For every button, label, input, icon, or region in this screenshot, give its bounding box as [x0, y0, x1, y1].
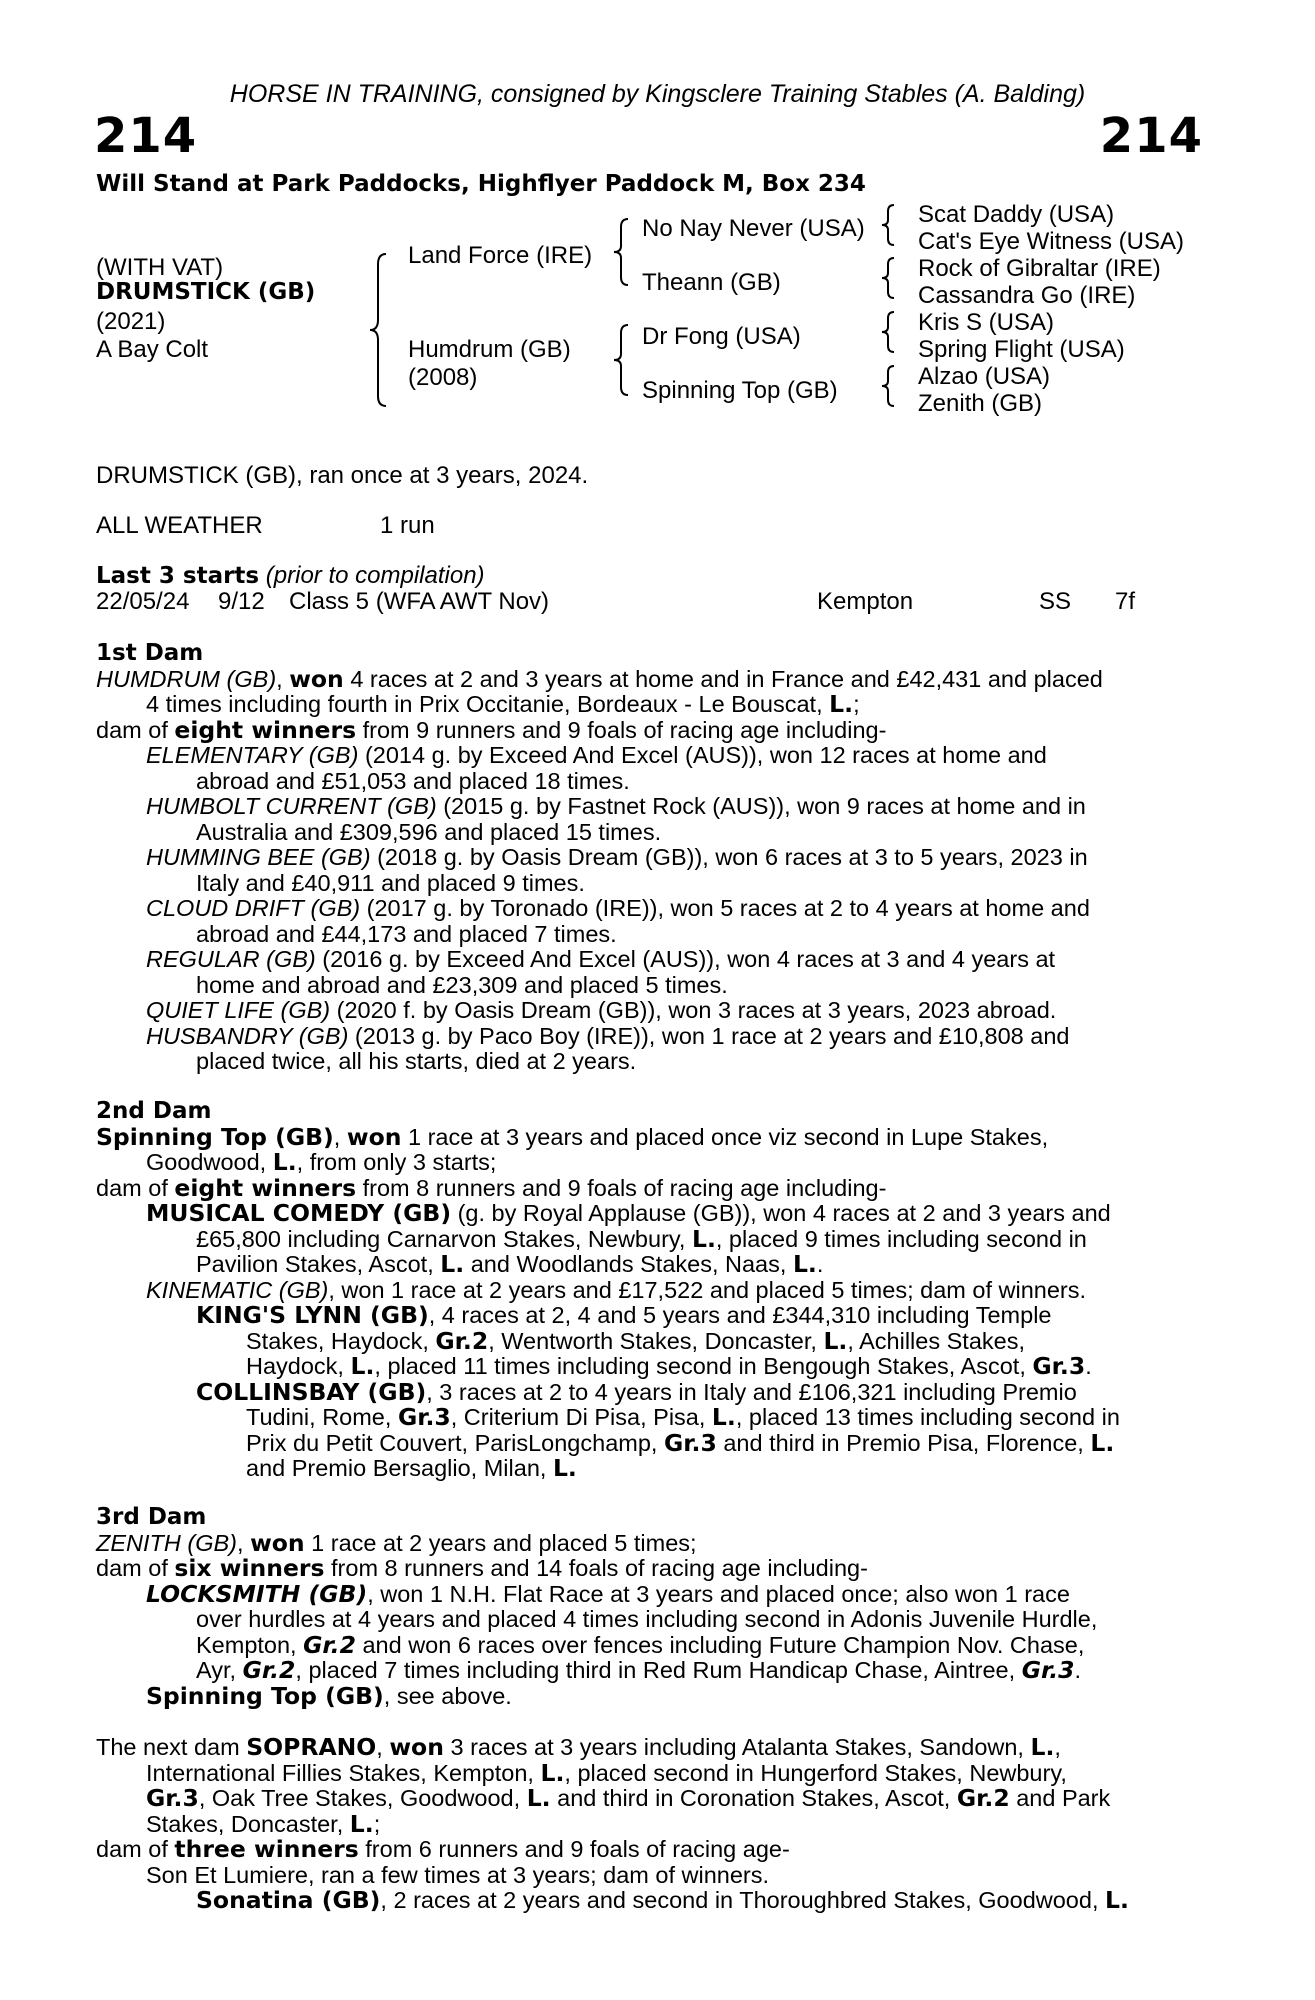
grandprogeny-entry: Sonatina (GB), 2 races at 2 years and second in Thoroughbred Stakes, Goodwood, L.: [196, 1886, 1129, 1914]
progeny-entry: HUMBOLT CURRENT (GB) (2015 g. by Fastnet Rock (AUS)), won 9 races at home and in: [146, 793, 1086, 819]
progeny-entry: Kempton, Gr.2 and won 6 races over fences including Future Champion Nov. Chase,: [196, 1630, 1085, 1659]
progeny-entry: Pavilion Stakes, Ascot, L. and Woodlands Stakes, Naas, L..: [196, 1250, 824, 1278]
vat-label: (WITH VAT): [96, 254, 224, 281]
progeny-entry: Son Et Lumiere, ran a few times at 3 years; dam of winners.: [146, 1861, 770, 1888]
pedigree-brace-g4: [880, 363, 898, 409]
dam-sire: Dr Fong (USA): [642, 323, 801, 350]
progeny-entry: abroad and £44,173 and placed 7 times.: [196, 920, 617, 947]
progeny-entry: MUSICAL COMEDY (GB) (g. by Royal Applause (GB)), won 4 races at 2 and 3 years and: [146, 1199, 1111, 1227]
ancestor-5: Kris S (USA): [918, 309, 1055, 336]
pedigree-brace-g3: [880, 309, 898, 355]
sire: Land Force (IRE): [408, 242, 593, 269]
first-dam-heading: 1st Dam: [96, 640, 204, 666]
pedigree-brace-sire: [612, 216, 632, 288]
next-dam-section: [96, 1735, 1204, 1914]
progeny-entry: CLOUD DRIFT (GB) (2017 g. by Toronado (IRE)), won 5 races at 2 to 4 years at home and: [146, 895, 1090, 921]
second-dam-heading: 2nd Dam: [96, 1098, 212, 1124]
progeny-entry: over hurdles at 4 years and placed 4 times including second in Adonis Juvenile Hurdle,: [196, 1606, 1098, 1632]
last-starts-note: (prior to compilation): [265, 562, 485, 589]
sire-dam: Theann (GB): [642, 269, 781, 296]
progeny-entry: HUSBANDRY (GB) (2013 g. by Paco Boy (IRE)), won 1 race at 2 years and £10,808 and: [146, 1022, 1070, 1049]
last-starts-heading: [96, 562, 485, 590]
ancestor-4: Cassandra Go (IRE): [918, 282, 1136, 309]
start-race: Class 5 (WFA AWT Nov): [289, 588, 550, 615]
lot-number-right: 214: [1099, 108, 1203, 164]
horse-year: (2021): [96, 308, 166, 335]
progeny-entry: home and abroad and £23,309 and placed 5 times.: [196, 971, 728, 998]
progeny-entry: placed twice, all his starts, died at 2 years.: [196, 1048, 637, 1074]
pedigree-brace-dam: [612, 322, 632, 398]
pedigree-brace-main: [368, 250, 392, 410]
grandprogeny-entry: Haydock, L., placed 11 times including second in Bengough Stakes, Ascot, Gr.3.: [246, 1352, 1092, 1380]
progeny-entry: Spinning Top (GB), see above.: [146, 1681, 512, 1710]
start-date: 22/05/24: [96, 588, 190, 615]
ancestor-7: Alzao (USA): [918, 363, 1051, 390]
record-runs: 1 run: [380, 512, 435, 539]
progeny-entry: Ayr, Gr.2, placed 7 times including third in Red Rum Handicap Chase, Aintree, Gr.3.: [196, 1656, 1082, 1684]
grandprogeny-entry: Stakes, Haydock, Gr.2, Wentworth Stakes, Doncaster, L., Achilles Stakes,: [246, 1326, 1025, 1355]
progeny-entry: £65,800 including Carnarvon Stakes, Newbury, L., placed 9 times including second in: [196, 1224, 1087, 1253]
grandprogeny-entry: and Premio Bersaglio, Milan, L.: [246, 1454, 577, 1482]
next-dam-line: dam of three winners from 6 runners and 9 foals of racing age-: [96, 1835, 790, 1863]
progeny-entry: HUMMING BEE (GB) (2018 g. by Oasis Dream (GB)), won 6 races at 3 to 5 years, 2023 in: [146, 844, 1088, 870]
record-summary: DRUMSTICK (GB), ran once at 3 years, 2024.: [96, 462, 589, 489]
horse-name: DRUMSTICK (GB): [96, 279, 316, 305]
progeny-entry: QUIET LIFE (GB) (2020 f. by Oasis Dream (GB)), won 3 races at 3 years, 2023 abroad.: [146, 997, 1057, 1023]
grandprogeny-entry: KING'S LYNN (GB), 4 races at 2, 4 and 5 years and £344,310 including Temple: [196, 1301, 1052, 1329]
third-dam-line: dam of six winners from 8 runners and 14 foals of racing age including-: [96, 1554, 868, 1582]
first-dam-line: HUMDRUM (GB), won 4 races at 2 and 3 years at home and in France and £42,431 and placed: [96, 664, 1103, 693]
stand-location: Will Stand at Park Paddocks, Highflyer Paddock M, Box 234: [96, 171, 866, 197]
second-dam-line: Goodwood, L., from only 3 starts;: [146, 1148, 497, 1176]
progeny-entry: LOCKSMITH (GB), won 1 N.H. Flat Race at 3 years and placed once; also won 1 race: [146, 1579, 1070, 1608]
next-dam-line: Stakes, Doncaster, L.;: [146, 1809, 381, 1838]
dam: Humdrum (GB): [408, 336, 571, 363]
lot-number-left: 214: [94, 108, 198, 164]
start-position: 9/12: [218, 588, 265, 615]
sire-sire: No Nay Never (USA): [642, 215, 865, 242]
pedigree-brace-g1: [880, 202, 898, 248]
progeny-entry: REGULAR (GB) (2016 g. by Exceed And Excel (AUS)), won 4 races at 3 and 4 years at: [146, 946, 1056, 972]
first-dam-line: 4 times including fourth in Prix Occitanie, Bordeaux - Le Bouscat, L.;: [146, 690, 860, 718]
ancestor-3: Rock of Gibraltar (IRE): [918, 255, 1161, 282]
ancestor-8: Zenith (GB): [918, 390, 1043, 417]
third-dam-heading: 3rd Dam: [96, 1504, 207, 1530]
grandprogeny-entry: COLLINSBAY (GB), 3 races at 2 to 4 years in Italy and £106,321 including Premio: [196, 1377, 1077, 1406]
progeny-entry: Australia and £309,596 and placed 15 times.: [196, 818, 662, 845]
second-dam-line: Spinning Top (GB), won 1 race at 3 years and placed once viz second in Lupe Stakes,: [96, 1122, 1049, 1151]
grandprogeny-entry: Prix du Petit Couvert, ParisLongchamp, Gr.3 and third in Premio Pisa, Florence, L.: [246, 1428, 1115, 1457]
record-surface: ALL WEATHER: [96, 512, 263, 539]
last-starts-title: Last 3 starts: [96, 563, 260, 589]
progeny-entry: abroad and £51,053 and placed 18 times.: [196, 767, 630, 794]
grandprogeny-entry: Tudini, Rome, Gr.3, Criterium Di Pisa, Pisa, L., placed 13 times including second in: [246, 1403, 1120, 1431]
pedigree-brace-g2: [880, 255, 898, 301]
third-dam-section: [96, 1505, 1204, 1709]
second-dam-line: dam of eight winners from 8 runners and 9 foals of racing age including-: [96, 1173, 887, 1202]
first-dam-line: dam of eight winners from 9 runners and 9 foals of racing age including-: [96, 715, 887, 744]
start-going: SS: [1039, 588, 1072, 615]
next-dam-line: International Fillies Stakes, Kempton, L., placed second in Hungerford Stakes, Newbury,: [146, 1758, 1067, 1787]
progeny-entry: Italy and £40,911 and placed 9 times.: [196, 869, 585, 896]
third-dam-line: ZENITH (GB), won 1 race at 2 years and placed 5 times;: [96, 1528, 697, 1557]
next-dam-line: Gr.3, Oak Tree Stakes, Goodwood, L. and third in Coronation Stakes, Ascot, Gr.2 and Park: [146, 1784, 1111, 1812]
progeny-entry: KINEMATIC (GB), won 1 race at 2 years and £17,522 and placed 5 times; dam of winners.: [146, 1276, 1087, 1303]
next-dam-line: The next dam SOPRANO, won 3 races at 3 years including Atalanta Stakes, Sandown, L.,: [96, 1733, 1061, 1761]
ancestor-1: Scat Daddy (USA): [918, 201, 1115, 228]
dam-dam: Spinning Top (GB): [642, 377, 838, 404]
second-dam-section: [96, 1099, 1204, 1482]
dam-year: (2008): [408, 364, 478, 391]
consignment-line: HORSE IN TRAINING, consigned by Kingsclere Training Stables (A. Balding): [229, 80, 1086, 108]
progeny-entry: ELEMENTARY (GB) (2014 g. by Exceed And Excel (AUS)), won 12 races at home and: [146, 742, 1047, 768]
start-course: Kempton: [817, 588, 914, 615]
horse-description: A Bay Colt: [96, 336, 209, 363]
start-distance: 7f: [1115, 588, 1136, 615]
ancestor-6: Spring Flight (USA): [918, 336, 1125, 363]
first-dam-section: [96, 641, 1204, 1075]
ancestor-2: Cat's Eye Witness (USA): [918, 228, 1184, 255]
